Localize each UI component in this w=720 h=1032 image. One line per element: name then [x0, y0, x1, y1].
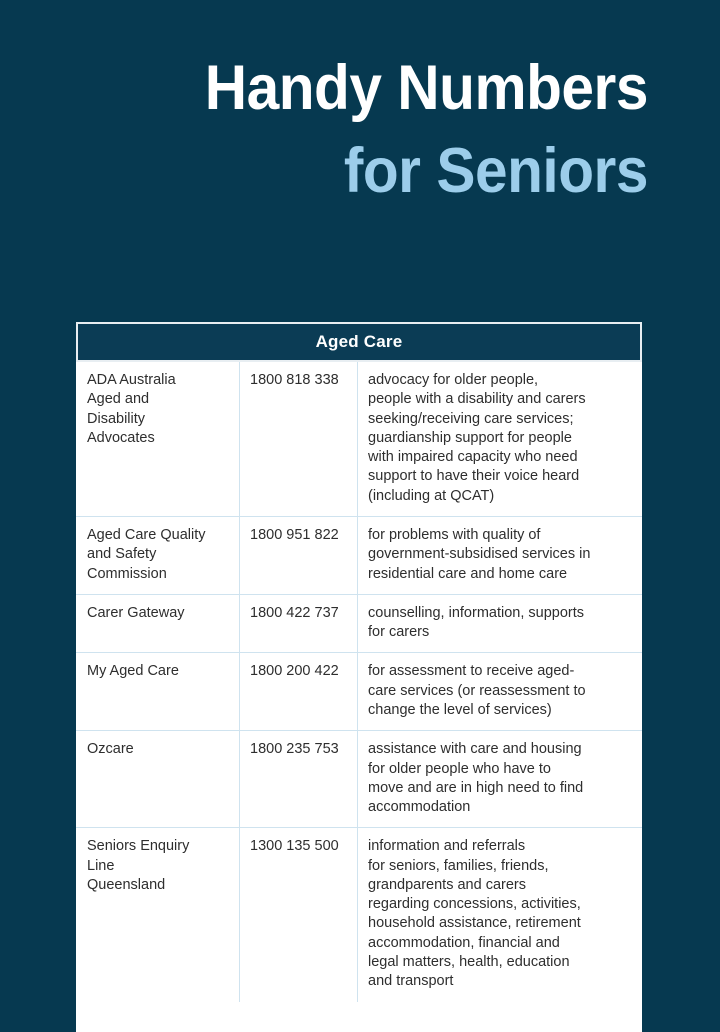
table-row	[76, 653, 642, 731]
service-name-cell: Seniors Enquiry Line Queensland	[87, 838, 190, 893]
table-section-header	[76, 322, 642, 362]
table-body	[76, 362, 642, 1032]
phone-number-cell: 1800 818 338	[239, 362, 357, 516]
phone-number-cell: 1800 422 737	[239, 595, 357, 653]
service-name-cell: Aged Care Quality and Safety Commission	[87, 526, 206, 582]
page-title	[0, 53, 648, 206]
phone-number-cell: 1800 235 753	[239, 731, 357, 827]
service-name-cell: My Aged Care	[87, 663, 179, 680]
service-name-cell: Carer Gateway	[87, 604, 185, 621]
service-description-cell: for assessment to receive aged- care services (or reassessment to change the level of services)	[357, 653, 642, 730]
service-description-cell: assistance with care and housing for older people who have to move and are in high need to find accommodation	[357, 731, 642, 827]
table-row	[76, 517, 642, 595]
table-row	[76, 828, 642, 1001]
service-description-cell: advocacy for older people, people with a disability and carers seeking/receiving care services; guardianship support for people with impaired capacity who need support to have their voice heard (including at QCAT)	[357, 362, 642, 516]
phone-number-cell: 1800 200 422	[239, 653, 357, 730]
table-section-header-label: Aged Care	[315, 332, 403, 351]
page-title-line-1: Handy Numbers	[204, 53, 648, 123]
service-description-cell: information and referrals for seniors, families, friends, grandparents and carers regarding concessions, activities, household assistance, retirement accommodation, financial and legal matters, health, education and transport	[357, 828, 642, 1001]
service-name-cell: Ozcare	[87, 741, 134, 758]
page-title-line-2: for Seniors	[343, 135, 648, 206]
table-row	[76, 731, 642, 828]
service-description-cell: for problems with quality of government-subsidised services in residential care and home care	[357, 517, 642, 594]
phone-number-cell: 1800 951 822	[239, 517, 357, 594]
table-row	[76, 362, 642, 517]
service-description-cell: counselling, information, supports for carers	[357, 595, 642, 653]
phone-number-cell: 1300 135 500	[239, 828, 357, 1001]
handy-numbers-table	[76, 322, 642, 1032]
table-row	[76, 595, 642, 654]
service-name-cell: ADA Australia Aged and Disability Advocates	[87, 372, 176, 446]
